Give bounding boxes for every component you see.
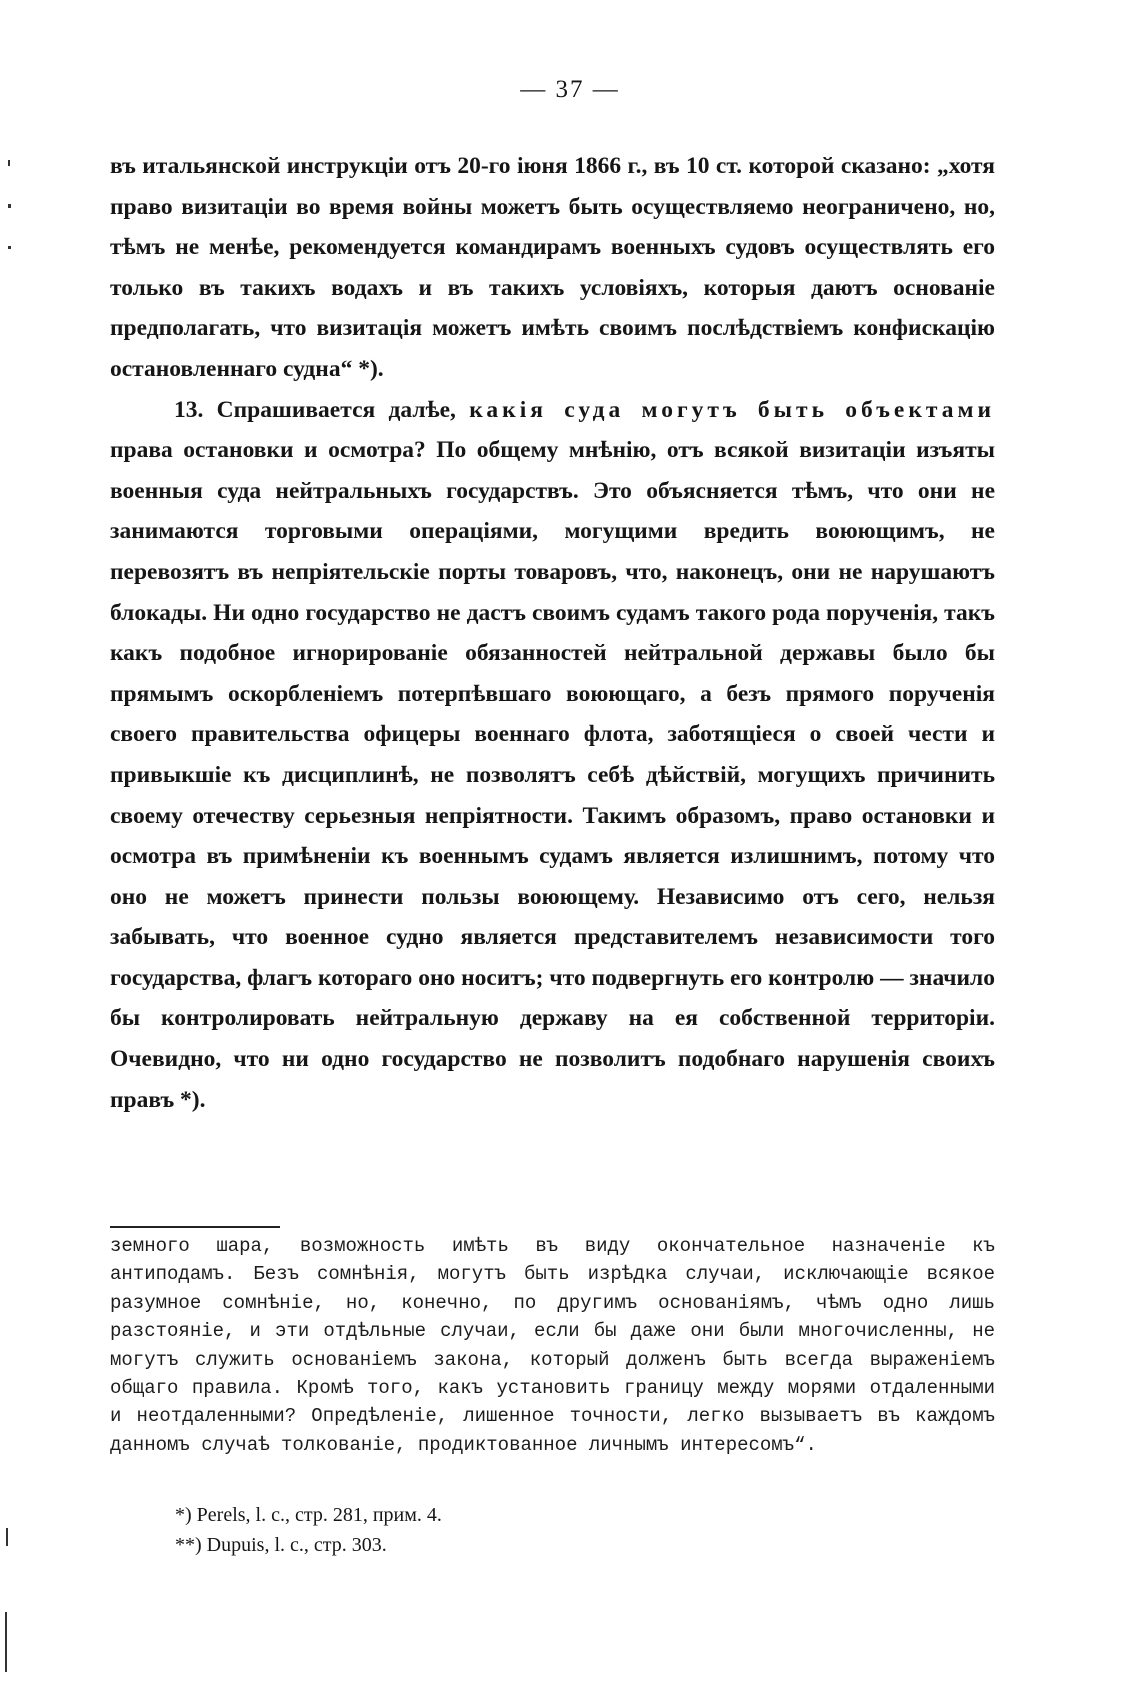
paragraph-2-lead: 13. Спрашивается далѣе, xyxy=(174,396,470,423)
paragraph-2-rest: права остановки и осмотра? По общему мнѣнію, отъ всякой визитаціи изъяты военныя суда нейтральныхъ государствъ. Это объясняется тѣмъ, что они не занимаются торговыми операціями, могущими вредить воюющимъ, не перевозятъ въ непріятельскіе порты товаровъ, что, наконецъ, они не нарушаютъ блокады. Ни одно государство не дастъ своимъ судамъ такого рода порученія, такъ какъ подобное игнорированіе обязанностей нейтральной державы было бы прямымъ оскорбленіемъ потерпѣвшаго воюющаго, а безъ прямого порученія своего правительства офицеры военнаго флота, заботящіеся о своей чести и привыкшіе къ дисциплинѣ, не позволятъ себѣ дѣйствій, могущихъ причинить своему отечеству серьезныя непріятности. Такимъ образомъ, право остановки и осмотра въ примѣненіи къ военнымъ судамъ является излишнимъ, потому что оно не можетъ принести пользы воюющему. Независимо отъ сего, нельзя забывать, что военное судно является представителемъ независимости того государства, флагъ котораго оно носитъ; что подвергнуть его контролю — значило бы контролировать нейтральную державу на ея собственной территоріи. Очевидно, что ни одно государство не позволитъ подобнаго нарушенія своихъ правъ *). xyxy=(110,437,995,1113)
scan-mark-4 xyxy=(6,1528,8,1546)
scan-mark-5 xyxy=(5,1612,7,1672)
footnote-continuation xyxy=(110,1232,995,1459)
scan-mark-2 xyxy=(8,204,11,208)
paragraph-1: въ итальянской инструкціи отъ 20-го іюня 1866 г., въ 10 ст. которой сказано: „хотя право визитаціи во время войны можетъ быть осуществляемо неограничено, но, тѣмъ не менѣе, рекомендуется командирамъ военныхъ судовъ осуществлять его только въ такихъ водахъ и въ такихъ условіяхъ, которыя даютъ основаніе предполагать, что визитація можетъ имѣть своимъ послѣдствіемъ конфискацію остановленнаго судна“ *). xyxy=(110,153,995,382)
footnote-1: *) Perels, l. c., стр. 281, прим. 4. xyxy=(175,1504,442,1526)
footnote-divider xyxy=(110,1226,280,1228)
paragraph-2-emphasis: какія суда могутъ быть объектами xyxy=(469,396,995,423)
footnote-paragraph: земного шара, возможность имѣть въ виду окончательное назначеніе къ антиподамъ. Безъ сомнѣнія, могутъ быть изрѣдка случаи, исключающіе всякое разумное сомнѣніе, но, конечно, по другимъ основаніямъ, чѣмъ одно лишь разстояніе, и эти отдѣльные случаи, если бы даже они были многочисленны, не могутъ служить основаніемъ закона, который долженъ быть всегда выраженіемъ общаго правила. Кромѣ того, какъ установить границу между морями отдаленными и неотдаленными? Опредѣленіе, лишенное точности, легко вызываетъ въ каждомъ данномъ случаѣ толкованіе, продиктованное личнымъ интересомъ“. xyxy=(110,1235,995,1456)
page-number: — 37 — xyxy=(520,76,620,103)
scan-mark-1 xyxy=(8,160,10,166)
main-text xyxy=(110,146,995,1120)
footnote-2: **) Dupuis, l. c., стр. 303. xyxy=(175,1534,387,1556)
scan-mark-3 xyxy=(8,246,11,249)
footnotes xyxy=(175,1500,442,1560)
paragraph-2 xyxy=(110,390,995,1121)
